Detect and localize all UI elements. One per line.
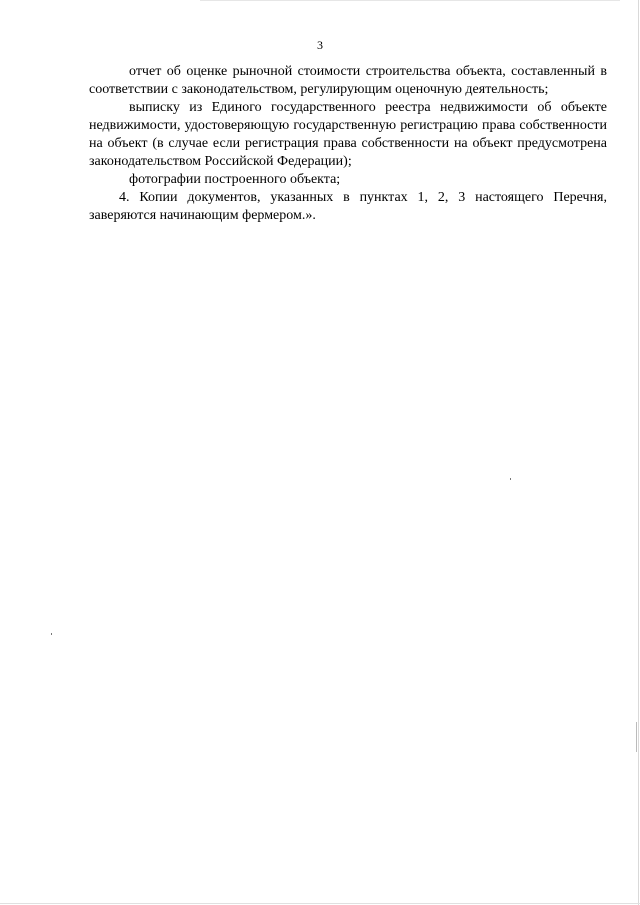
- scan-speck: [510, 478, 511, 480]
- page-number: 3: [317, 38, 323, 52]
- document-body: [89, 63, 607, 225]
- paragraph-registry-extract: выписку из Единого государственного реестра недвижимости об объекте недвижимости, удостоверяющую государственную регистрацию права собственности на объект (в случае если регистрация права собственности на объект предусмотрена законодательством Российской Федерации);: [89, 100, 607, 169]
- scan-speck: [636, 722, 637, 752]
- paragraph-appraisal-report: отчет об оценке рыночной стоимости строительства объекта, составленный в соответствии с законодательством, регулирующим оценочную деятельность;: [89, 64, 607, 97]
- scan-edge-right: [638, 0, 639, 905]
- paragraph-copies-certification: 4. Копии документов, указанных в пунктах 1, 2, 3 настоящего Перечня, заверяются начинающим фермером.».: [89, 190, 607, 223]
- scan-edge-bottom: [0, 903, 640, 904]
- scan-edge-top: [200, 0, 620, 1]
- scan-speck: [51, 633, 52, 635]
- paragraph-photos: фотографии построенного объекта;: [129, 172, 341, 187]
